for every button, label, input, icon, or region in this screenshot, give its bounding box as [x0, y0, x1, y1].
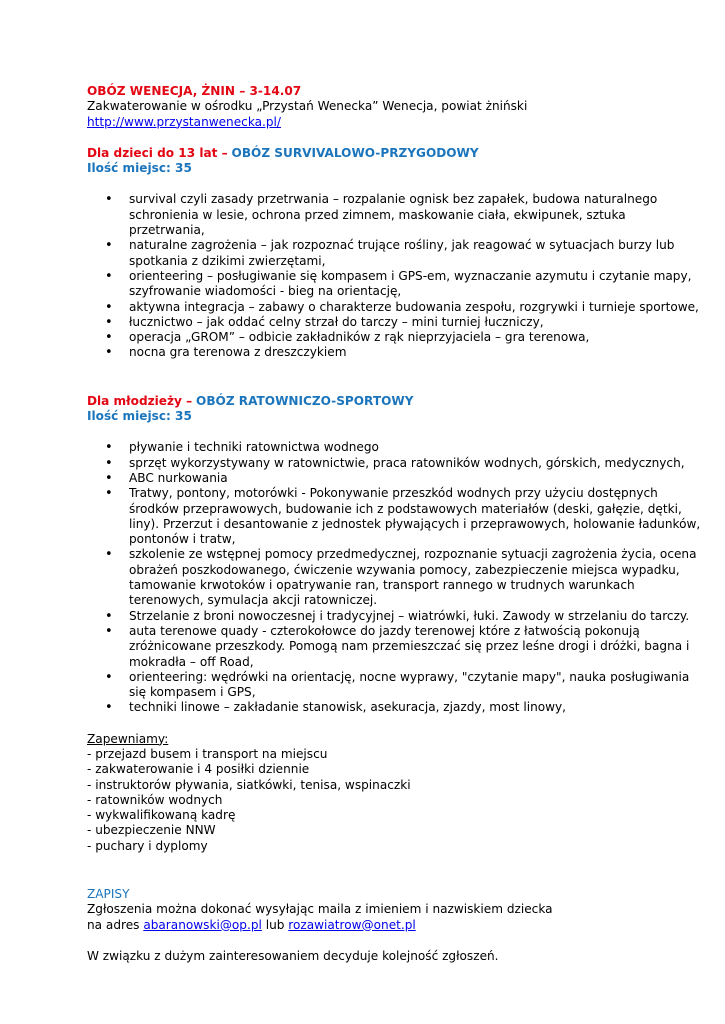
list-item-line: • ABC nurkowania: [129, 470, 228, 485]
accommodation-text: Zakwaterowanie w ośrodku „Przystań Wenecka” Wenecja, powiat żniński: [87, 99, 528, 114]
list-item: [87, 547, 697, 608]
youth-places: Ilość miejsc: 35: [87, 409, 192, 424]
list-item: [87, 700, 647, 715]
list-item: [87, 608, 690, 624]
list-item-line: • operacja „GROM” – odbicie zakładników z rąk nieprzyjaciela – gra terenowa,: [129, 330, 590, 345]
list-item: [87, 315, 647, 330]
list-item-line: • orienteering: wędrówki na orientację, nocne wyprawy, "czytanie mapy", nauka posługiwania: [129, 669, 690, 684]
list-item-line: schronienia w lesie, ochrona przed zimnem, maskowanie ciała, ekwipunek, sztuka: [129, 207, 626, 222]
address-connector: lub: [261, 917, 289, 932]
list-item-line: mokradła – off Road,: [129, 654, 254, 669]
list-item-line: szyfrowanie wiadomości - bieg na orientację,: [129, 284, 402, 299]
list-item-line: przetrwania,: [129, 223, 205, 238]
guarantee-item: - ubezpieczenie NNW: [87, 823, 216, 838]
kids-activity-list: [87, 192, 699, 360]
list-item-line: • naturalne zagrożenia – jak rozpoznać trujące rośliny, jak reagować w sytuacjach burzy lub: [129, 238, 675, 253]
guarantee-item: - przejazd busem i transport na miejscu: [87, 746, 328, 761]
list-item-line: • techniki linowe – zakładanie stanowisk, asekuracja, zjazdy, most linowy,: [129, 700, 567, 715]
list-item: [87, 192, 658, 238]
list-item-line: spotkania z dzikimi zwierzętami,: [129, 253, 326, 268]
guarantee-item: - wykwalifikowaną kadrę: [87, 808, 236, 823]
list-item: [87, 268, 692, 300]
list-item-line: • Strzelanie z broni nowoczesnej i tradycyjnej – wiatrówki, łuki. Zawody w strzelaniu do tarczy.: [129, 608, 690, 623]
youth-activity-list: [87, 440, 701, 715]
list-item-line: • szkolenie ze wstępnej pomocy przedmedycznej, rozpoznanie sytuacji zagrożenia życia, ocena: [129, 547, 697, 562]
list-item-line: środków przeprawowych, budowanie ich z podstawowych materiałów (deski, gałęzie, dętki,: [129, 501, 682, 516]
list-item-line: tamowanie krwotoków i opatrywanie ran, transport rannego w trudnych warunkach: [129, 578, 635, 593]
signup-instructions: Zgłoszenia można dokonać wysyłając maila z imieniem i nazwiskiem dziecka: [87, 902, 553, 917]
guarantees-heading: Zapewniamy:: [87, 731, 169, 746]
signup-address-line: [87, 918, 647, 933]
guarantee-item: - instruktorów pływania, siatkówki, tenisa, wspinaczki: [87, 777, 411, 792]
document-page: [87, 84, 701, 964]
list-item: [87, 669, 690, 701]
youth-section-heading: [87, 394, 647, 409]
camp-title: OBÓZ WENECJA, ŻNIN – 3-14.07: [87, 84, 302, 98]
list-item-line: • orienteering – posługiwanie się kompasem i GPS-em, wyznaczanie azymutu i czytanie mapy,: [129, 268, 692, 283]
guarantees-list: [87, 747, 647, 854]
list-item-line: zróżnicowane przeszkody. Pomogą nam przemieszczać się przez leśne drogi i dróżki, bagna i: [129, 639, 690, 654]
list-item-line: • sprzęt wykorzystywany w ratownictwie, praca ratowników wodnych, górskich, medycznych,: [129, 455, 685, 470]
list-item: [87, 238, 675, 269]
signup-note: W związku z dużym zainteresowaniem decyduje kolejność zgłoszeń.: [87, 948, 499, 963]
guarantee-item: - ratowników wodnych: [87, 792, 223, 807]
list-item-line: • pływanie i techniki ratownictwa wodnego: [129, 440, 379, 455]
address-prefix: na adres: [87, 917, 144, 932]
guarantee-item: - puchary i dyplomy: [87, 838, 208, 853]
list-item: [87, 471, 647, 486]
list-item-line: się kompasem i GPS,: [129, 685, 256, 700]
kids-places: Ilość miejsc: 35: [87, 161, 192, 176]
list-item: [87, 345, 647, 360]
list-item: [87, 623, 690, 670]
guarantee-item: - zakwaterowanie i 4 posiłki dziennie: [87, 762, 310, 777]
list-item: [87, 486, 701, 547]
list-item: [87, 440, 647, 455]
list-item-line: liny). Przerzut i desantowanie z jednostek pływających i przeprawowych, holowanie ładunków,: [129, 516, 701, 531]
email-link-rozawiatrow[interactable]: rozawiatrow@onet.pl: [288, 917, 416, 932]
kids-audience: Dla dzieci do 13 lat –: [87, 145, 228, 160]
list-item: [87, 330, 647, 345]
list-item-line: • aktywna integracja – zabawy o charakterze budowania zespołu, rozgrywki i turnieje sportowe,: [129, 299, 699, 314]
list-item-line: pontonów i tratw,: [129, 532, 236, 547]
kids-camp-name: OBÓZ SURVIVALOWO-PRZYGODOWY: [231, 145, 479, 160]
signup-heading: ZAPISY: [87, 887, 130, 902]
list-item-line: • łucznictwo – jak oddać celny strzał do tarczy – mini turniej łuczniczy,: [129, 314, 544, 329]
list-item-line: • auta terenowe quady - czterokołowce do jazdy terenowej które z łatwością pokonują: [129, 623, 640, 638]
kids-section-heading: [87, 146, 647, 161]
youth-camp-name: OBÓZ RATOWNICZO-SPORTOWY: [196, 393, 414, 408]
email-link-abaranowski[interactable]: abaranowski@op.pl: [143, 917, 262, 932]
camp-website-link[interactable]: http://www.przystanwenecka.pl/: [87, 114, 281, 129]
list-item-line: obrażeń poszkodowanego, ćwiczenie wzywania pomocy, zabezpieczenie miejsca wypadku,: [129, 562, 680, 577]
youth-audience: Dla młodzieży –: [87, 393, 193, 408]
list-item-line: • survival czyli zasady przetrwania – rozpalanie ognisk bez zapałek, budowa naturalnego: [129, 192, 658, 207]
list-item-line: terenowych, symulacja akcji ratowniczej.: [129, 593, 378, 608]
list-item: [87, 455, 685, 471]
list-item-line: • nocna gra terenowa z dreszczykiem: [129, 345, 347, 360]
list-item-line: • Tratwy, pontony, motorówki - Pokonywanie przeszkód wodnych przy użyciu dostępnych: [129, 486, 658, 501]
list-item: [87, 299, 699, 315]
